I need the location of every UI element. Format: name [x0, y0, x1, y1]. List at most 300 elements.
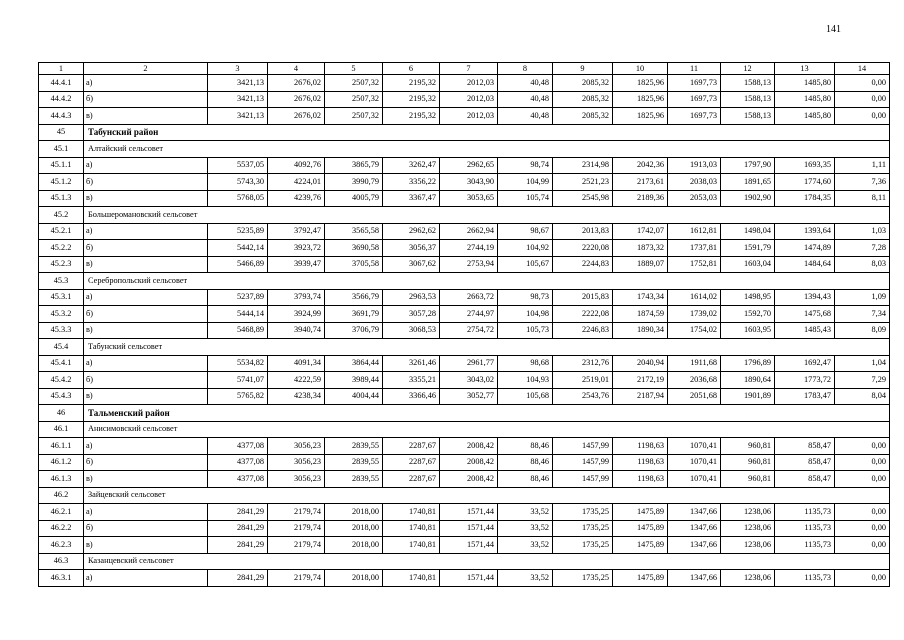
value-cell: 2187,94: [613, 388, 668, 405]
value-cell: 2173,61: [613, 174, 668, 191]
value-cell: 7,29: [835, 372, 890, 389]
district-title: Табунский район: [84, 124, 890, 141]
value-cell: 2179,74: [268, 520, 325, 537]
value-cell: 4092,76: [268, 157, 325, 174]
value-cell: 2753,94: [440, 256, 498, 273]
value-cell: 1571,44: [440, 570, 498, 587]
value-cell: 1603,04: [721, 256, 775, 273]
value-cell: 1797,90: [721, 157, 775, 174]
table-row: [39, 289, 890, 306]
section-row: [39, 339, 890, 356]
value-cell: 3053,65: [440, 190, 498, 207]
row-option: б): [84, 91, 208, 108]
value-cell: 2961,77: [440, 355, 498, 372]
row-option: б): [84, 454, 208, 471]
value-cell: 2220,08: [553, 240, 613, 257]
value-cell: 1347,66: [668, 520, 721, 537]
value-cell: 2839,55: [325, 438, 383, 455]
value-cell: 1588,13: [721, 91, 775, 108]
value-cell: 1198,63: [613, 438, 668, 455]
value-cell: 3043,90: [440, 174, 498, 191]
table-row: [39, 240, 890, 257]
value-cell: 1457,99: [553, 438, 613, 455]
row-code: 45.2.3: [39, 256, 84, 273]
value-cell: 3262,47: [383, 157, 440, 174]
value-cell: 2545,98: [553, 190, 613, 207]
row-option: а): [84, 289, 208, 306]
row-code: 46.2.3: [39, 537, 84, 554]
value-cell: 2013,83: [553, 223, 613, 240]
value-cell: 1135,73: [775, 504, 835, 521]
value-cell: 5741,07: [208, 372, 268, 389]
section-code: 45.4: [39, 339, 84, 356]
value-cell: 1693,35: [775, 157, 835, 174]
value-cell: 0,00: [835, 91, 890, 108]
value-cell: 3940,74: [268, 322, 325, 339]
value-cell: 2038,03: [668, 174, 721, 191]
section-code: 46.2: [39, 487, 84, 504]
value-cell: 3421,13: [208, 108, 268, 125]
section-code: 45.3: [39, 273, 84, 290]
column-number-header: 6: [383, 63, 440, 75]
value-cell: 3566,79: [325, 289, 383, 306]
value-cell: 104,99: [498, 174, 553, 191]
value-cell: 2015,83: [553, 289, 613, 306]
column-number-header: 12: [721, 63, 775, 75]
value-cell: 3043,02: [440, 372, 498, 389]
value-cell: 2841,29: [208, 537, 268, 554]
row-code: 46.2.1: [39, 504, 84, 521]
value-cell: 2018,00: [325, 520, 383, 537]
value-cell: 1742,07: [613, 223, 668, 240]
value-cell: 2676,02: [268, 75, 325, 92]
value-cell: 2962,65: [440, 157, 498, 174]
value-cell: 2744,97: [440, 306, 498, 323]
row-option: б): [84, 372, 208, 389]
value-cell: 3793,74: [268, 289, 325, 306]
value-cell: 3865,79: [325, 157, 383, 174]
value-cell: 5442,14: [208, 240, 268, 257]
row-code: 46.1.1: [39, 438, 84, 455]
row-code: 46.1.3: [39, 471, 84, 488]
value-cell: 1135,73: [775, 537, 835, 554]
value-cell: 1890,64: [721, 372, 775, 389]
value-cell: 3421,13: [208, 75, 268, 92]
value-cell: 5534,82: [208, 355, 268, 372]
value-cell: 1135,73: [775, 520, 835, 537]
value-cell: 2314,98: [553, 157, 613, 174]
table-row: [39, 372, 890, 389]
value-cell: 1588,13: [721, 108, 775, 125]
row-code: 44.4.1: [39, 75, 84, 92]
section-title: Зайцевский сельсовет: [84, 487, 890, 504]
row-option: а): [84, 75, 208, 92]
row-code: 45.4.1: [39, 355, 84, 372]
column-number-row: [39, 63, 890, 75]
value-cell: 2042,36: [613, 157, 668, 174]
value-cell: 1347,66: [668, 570, 721, 587]
value-cell: 2195,32: [383, 108, 440, 125]
value-cell: 105,67: [498, 256, 553, 273]
value-cell: 4377,08: [208, 454, 268, 471]
row-code: 45.1.3: [39, 190, 84, 207]
value-cell: 3565,58: [325, 223, 383, 240]
value-cell: 2841,29: [208, 570, 268, 587]
district-code: 45: [39, 124, 84, 141]
table-row: [39, 174, 890, 191]
column-number-header: 2: [84, 63, 208, 75]
value-cell: 3052,77: [440, 388, 498, 405]
column-number-header: 7: [440, 63, 498, 75]
value-cell: 1571,44: [440, 504, 498, 521]
section-title: Серебропольский сельсовет: [84, 273, 890, 290]
value-cell: 4238,34: [268, 388, 325, 405]
table-row: [39, 75, 890, 92]
value-cell: 2839,55: [325, 471, 383, 488]
value-cell: 1485,80: [775, 91, 835, 108]
value-cell: 1571,44: [440, 537, 498, 554]
value-cell: 5237,89: [208, 289, 268, 306]
value-cell: 1740,81: [383, 504, 440, 521]
value-cell: 1735,25: [553, 570, 613, 587]
value-cell: 5466,89: [208, 256, 268, 273]
value-cell: 33,52: [498, 520, 553, 537]
value-cell: 2839,55: [325, 454, 383, 471]
row-code: 44.4.2: [39, 91, 84, 108]
table-row: [39, 322, 890, 339]
value-cell: 2179,74: [268, 570, 325, 587]
row-code: 45.2.2: [39, 240, 84, 257]
value-cell: 2519,01: [553, 372, 613, 389]
column-number-header: 13: [775, 63, 835, 75]
row-code: 45.1.2: [39, 174, 84, 191]
value-cell: 98,68: [498, 355, 553, 372]
value-cell: 1457,99: [553, 454, 613, 471]
value-cell: 1773,72: [775, 372, 835, 389]
section-code: 46.1: [39, 421, 84, 438]
section-code: 46.3: [39, 553, 84, 570]
row-code: 45.3.2: [39, 306, 84, 323]
value-cell: 1743,34: [613, 289, 668, 306]
value-cell: 2507,32: [325, 75, 383, 92]
value-cell: 1752,81: [668, 256, 721, 273]
value-cell: 105,73: [498, 322, 553, 339]
table-row: [39, 570, 890, 587]
column-number-header: 1: [39, 63, 84, 75]
value-cell: 5235,89: [208, 223, 268, 240]
section-code: 45.1: [39, 141, 84, 158]
value-cell: 1,09: [835, 289, 890, 306]
row-code: 45.3.1: [39, 289, 84, 306]
value-cell: 1498,04: [721, 223, 775, 240]
row-code: 44.4.3: [39, 108, 84, 125]
value-cell: 1484,64: [775, 256, 835, 273]
value-cell: 8,09: [835, 322, 890, 339]
value-cell: 1475,89: [613, 537, 668, 554]
value-cell: 2195,32: [383, 91, 440, 108]
value-cell: 1825,96: [613, 108, 668, 125]
row-option: а): [84, 355, 208, 372]
table-row: [39, 306, 890, 323]
value-cell: 1784,35: [775, 190, 835, 207]
row-option: а): [84, 570, 208, 587]
table-row: [39, 520, 890, 537]
value-cell: 1070,41: [668, 438, 721, 455]
value-cell: 8,04: [835, 388, 890, 405]
value-cell: 1238,06: [721, 504, 775, 521]
value-cell: 2085,32: [553, 75, 613, 92]
value-cell: 1347,66: [668, 537, 721, 554]
table-row: [39, 190, 890, 207]
value-cell: 105,74: [498, 190, 553, 207]
value-cell: 1238,06: [721, 520, 775, 537]
row-code: 46.2.2: [39, 520, 84, 537]
value-cell: 1891,65: [721, 174, 775, 191]
value-cell: 8,03: [835, 256, 890, 273]
column-number-header: 8: [498, 63, 553, 75]
column-number-header: 14: [835, 63, 890, 75]
row-option: б): [84, 240, 208, 257]
value-cell: 104,93: [498, 372, 553, 389]
value-cell: 1697,73: [668, 108, 721, 125]
table-row: [39, 454, 890, 471]
row-option: в): [84, 537, 208, 554]
value-cell: 2085,32: [553, 91, 613, 108]
section-title: Большеромановский сельсовет: [84, 207, 890, 224]
row-option: а): [84, 438, 208, 455]
value-cell: 98,74: [498, 157, 553, 174]
table-row: [39, 108, 890, 125]
value-cell: 0,00: [835, 471, 890, 488]
table-row: [39, 471, 890, 488]
row-code: 45.2.1: [39, 223, 84, 240]
value-cell: 1740,81: [383, 570, 440, 587]
value-cell: 1485,80: [775, 108, 835, 125]
table-row: [39, 256, 890, 273]
column-number-header: 4: [268, 63, 325, 75]
value-cell: 1697,73: [668, 91, 721, 108]
value-cell: 88,46: [498, 438, 553, 455]
value-cell: 1890,34: [613, 322, 668, 339]
value-cell: 2018,00: [325, 537, 383, 554]
value-cell: 2222,08: [553, 306, 613, 323]
value-cell: 1889,07: [613, 256, 668, 273]
value-cell: 3690,58: [325, 240, 383, 257]
value-cell: 2244,83: [553, 256, 613, 273]
value-cell: 40,48: [498, 108, 553, 125]
value-cell: 3056,37: [383, 240, 440, 257]
value-cell: 1,04: [835, 355, 890, 372]
value-cell: 858,47: [775, 471, 835, 488]
value-cell: 1198,63: [613, 471, 668, 488]
value-cell: 1735,25: [553, 504, 613, 521]
value-cell: 1475,89: [613, 504, 668, 521]
value-cell: 0,00: [835, 537, 890, 554]
row-option: б): [84, 306, 208, 323]
value-cell: 1592,70: [721, 306, 775, 323]
column-number-header: 5: [325, 63, 383, 75]
value-cell: 1754,02: [668, 322, 721, 339]
value-cell: 1796,89: [721, 355, 775, 372]
value-cell: 2051,68: [668, 388, 721, 405]
section-code: 45.2: [39, 207, 84, 224]
value-cell: 2287,67: [383, 471, 440, 488]
value-cell: 2179,74: [268, 504, 325, 521]
value-cell: 2018,00: [325, 504, 383, 521]
value-cell: 98,67: [498, 223, 553, 240]
row-option: а): [84, 157, 208, 174]
value-cell: 960,81: [721, 471, 775, 488]
value-cell: 1591,79: [721, 240, 775, 257]
value-cell: 858,47: [775, 438, 835, 455]
value-cell: 1603,95: [721, 322, 775, 339]
section-row: [39, 141, 890, 158]
value-cell: 2012,03: [440, 91, 498, 108]
value-cell: 1198,63: [613, 454, 668, 471]
value-cell: 2841,29: [208, 504, 268, 521]
value-cell: 3355,21: [383, 372, 440, 389]
value-cell: 3691,79: [325, 306, 383, 323]
value-cell: 3057,28: [383, 306, 440, 323]
value-cell: 2085,32: [553, 108, 613, 125]
row-code: 45.3.3: [39, 322, 84, 339]
value-cell: 1588,13: [721, 75, 775, 92]
value-cell: 1475,89: [613, 520, 668, 537]
value-cell: 1874,59: [613, 306, 668, 323]
value-cell: 1737,81: [668, 240, 721, 257]
value-cell: 960,81: [721, 438, 775, 455]
column-number-header: 11: [668, 63, 721, 75]
value-cell: 4091,34: [268, 355, 325, 372]
row-code: 45.1.1: [39, 157, 84, 174]
value-cell: 1135,73: [775, 570, 835, 587]
value-cell: 3792,47: [268, 223, 325, 240]
value-cell: 3421,13: [208, 91, 268, 108]
value-cell: 1475,68: [775, 306, 835, 323]
value-cell: 2008,42: [440, 454, 498, 471]
value-cell: 4224,01: [268, 174, 325, 191]
row-code: 46.1.2: [39, 454, 84, 471]
value-cell: 2008,42: [440, 471, 498, 488]
value-cell: 3067,62: [383, 256, 440, 273]
value-cell: 3923,72: [268, 240, 325, 257]
column-number-header: 10: [613, 63, 668, 75]
value-cell: 0,00: [835, 75, 890, 92]
table-row: [39, 388, 890, 405]
row-option: а): [84, 504, 208, 521]
value-cell: 1571,44: [440, 520, 498, 537]
value-cell: 2507,32: [325, 108, 383, 125]
value-cell: 1238,06: [721, 570, 775, 587]
value-cell: 2287,67: [383, 438, 440, 455]
value-cell: 0,00: [835, 504, 890, 521]
row-code: 45.4.3: [39, 388, 84, 405]
value-cell: 40,48: [498, 91, 553, 108]
value-cell: 1697,73: [668, 75, 721, 92]
value-cell: 1692,47: [775, 355, 835, 372]
value-cell: 33,52: [498, 570, 553, 587]
value-cell: 1740,81: [383, 537, 440, 554]
value-cell: 1070,41: [668, 471, 721, 488]
value-cell: 3989,44: [325, 372, 383, 389]
section-title: Алтайский сельсовет: [84, 141, 890, 158]
row-option: в): [84, 256, 208, 273]
value-cell: 4377,08: [208, 438, 268, 455]
value-cell: 2012,03: [440, 108, 498, 125]
table-row: [39, 438, 890, 455]
value-cell: 1347,66: [668, 504, 721, 521]
column-number-header: 9: [553, 63, 613, 75]
value-cell: 4239,76: [268, 190, 325, 207]
value-cell: 2179,74: [268, 537, 325, 554]
value-cell: 88,46: [498, 471, 553, 488]
value-cell: 2507,32: [325, 91, 383, 108]
value-cell: 7,34: [835, 306, 890, 323]
value-cell: 2172,19: [613, 372, 668, 389]
value-cell: 105,68: [498, 388, 553, 405]
row-option: в): [84, 322, 208, 339]
value-cell: 3068,53: [383, 322, 440, 339]
value-cell: 3990,79: [325, 174, 383, 191]
value-cell: 3705,58: [325, 256, 383, 273]
section-row: [39, 553, 890, 570]
section-row: [39, 487, 890, 504]
value-cell: 3056,23: [268, 471, 325, 488]
value-cell: 8,11: [835, 190, 890, 207]
value-cell: 2663,72: [440, 289, 498, 306]
value-cell: 2754,72: [440, 322, 498, 339]
value-cell: 2676,02: [268, 91, 325, 108]
value-cell: 2963,53: [383, 289, 440, 306]
value-cell: 1739,02: [668, 306, 721, 323]
section-row: [39, 273, 890, 290]
table-row: [39, 504, 890, 521]
value-cell: 1825,96: [613, 91, 668, 108]
district-row: [39, 405, 890, 422]
value-cell: 2189,36: [613, 190, 668, 207]
value-cell: 1474,89: [775, 240, 835, 257]
value-cell: 3056,23: [268, 454, 325, 471]
row-code: 45.4.2: [39, 372, 84, 389]
value-cell: 2744,19: [440, 240, 498, 257]
value-cell: 1740,81: [383, 520, 440, 537]
value-cell: 2841,29: [208, 520, 268, 537]
value-cell: 1901,89: [721, 388, 775, 405]
value-cell: 5537,05: [208, 157, 268, 174]
value-cell: 5743,30: [208, 174, 268, 191]
value-cell: 1735,25: [553, 520, 613, 537]
value-cell: 1498,95: [721, 289, 775, 306]
column-number-header: 3: [208, 63, 268, 75]
value-cell: 1070,41: [668, 454, 721, 471]
row-option: б): [84, 174, 208, 191]
row-option: а): [84, 223, 208, 240]
district-code: 46: [39, 405, 84, 422]
value-cell: 1902,90: [721, 190, 775, 207]
value-cell: 1457,99: [553, 471, 613, 488]
value-cell: 7,36: [835, 174, 890, 191]
value-cell: 3939,47: [268, 256, 325, 273]
section-row: [39, 421, 890, 438]
value-cell: 2287,67: [383, 454, 440, 471]
row-option: в): [84, 190, 208, 207]
value-cell: 1911,68: [668, 355, 721, 372]
value-cell: 104,98: [498, 306, 553, 323]
value-cell: 1873,32: [613, 240, 668, 257]
value-cell: 1913,03: [668, 157, 721, 174]
table-row: [39, 91, 890, 108]
value-cell: 3367,47: [383, 190, 440, 207]
